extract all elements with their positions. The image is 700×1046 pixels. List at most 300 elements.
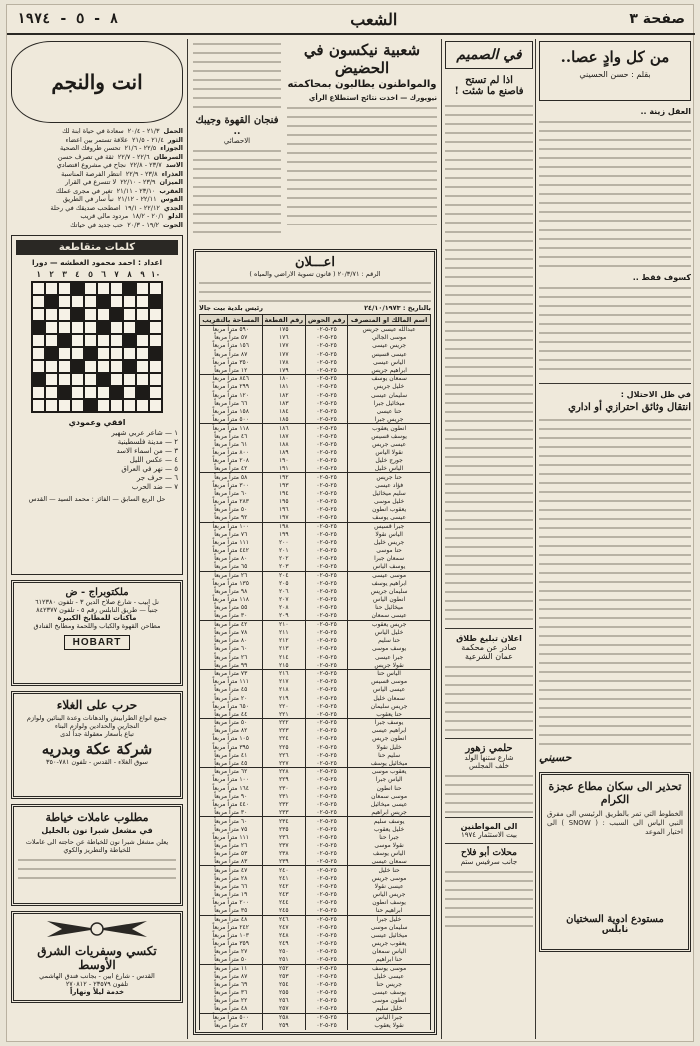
- table-cell: ٢٠٨ متراً مربعاً: [200, 457, 263, 465]
- section-heading: كسوف فقط ..: [632, 273, 691, 282]
- crossword-cell[interactable]: [71, 321, 84, 334]
- crossword-cell[interactable]: [149, 282, 162, 295]
- table-cell: ١٠٣ متراً مربعاً: [200, 931, 263, 939]
- table-cell: ٢٥-٥-٠٢: [305, 1005, 347, 1013]
- crossword-black-cell: [84, 347, 97, 360]
- table-cell: يوسف سليم: [348, 817, 431, 825]
- body-text: [193, 41, 281, 111]
- table-cell: ١٨٤: [262, 407, 305, 415]
- table-cell: ٢٥-٥-٠٢: [305, 457, 347, 465]
- crossword-cell[interactable]: [149, 334, 162, 347]
- table-cell: ٤٥ متراً مربعاً: [200, 686, 263, 694]
- table-cell: ٢٥-٥-٠٢: [305, 555, 347, 563]
- table-row: [200, 858, 431, 866]
- crossword-cell[interactable]: [32, 308, 45, 321]
- table-cell: ٥٠٠ متراً مربعاً: [200, 416, 263, 424]
- crossword-cell[interactable]: [71, 295, 84, 308]
- crossword-cell[interactable]: [110, 321, 123, 334]
- table-cell: ٦٦ متراً مربعاً: [200, 882, 263, 890]
- table-row: [200, 931, 431, 939]
- ad-taxi: [11, 911, 183, 1003]
- table-cell: ٢٥-٥-٠٢: [305, 776, 347, 784]
- crossword-cell[interactable]: [149, 386, 162, 399]
- table-cell: خليل يعقوب: [348, 825, 431, 833]
- crossword-cell[interactable]: [123, 295, 136, 308]
- table-cell: يوسف موسى: [348, 645, 431, 653]
- crossword-title: كلمات متقاطعة: [16, 240, 178, 255]
- body-text: [445, 664, 533, 734]
- crossword-cell[interactable]: [58, 347, 71, 360]
- table-cell: ٢٣٨: [262, 850, 305, 858]
- crossword-cell[interactable]: [58, 282, 71, 295]
- table-cell: جبرا قسيس: [348, 522, 431, 530]
- table-cell: ٢٥-٥-٠٢: [305, 1021, 347, 1029]
- crossword-cell[interactable]: [136, 360, 149, 373]
- sign-name: الميزان: [159, 178, 183, 186]
- ad-hobart-line: ماكنات للمطابخ الكبيرة: [57, 614, 137, 622]
- body-text: [539, 119, 691, 269]
- crossword-cell[interactable]: [123, 347, 136, 360]
- table-cell: ٢٤٠: [262, 866, 305, 874]
- table-cell: ٢٢٢: [262, 719, 305, 727]
- crossword-cell[interactable]: [110, 399, 123, 412]
- table-cell: عيسى خليل: [348, 972, 431, 980]
- crossword-cell[interactable]: [136, 399, 149, 412]
- table-cell: موسى سمعان: [348, 792, 431, 800]
- sign-name: السرطان: [153, 152, 183, 161]
- table-cell: ٢٥-٥-٠٢: [305, 645, 347, 653]
- table-row: [200, 989, 431, 997]
- table-cell: ٢٠٥: [262, 579, 305, 587]
- crossword-byline: اعداد : احمد محمود الغطشه — دورا: [31, 258, 163, 267]
- horoscope-item: [11, 204, 183, 213]
- crossword-cell[interactable]: [45, 373, 58, 386]
- table-cell: ٢٥٣: [262, 972, 305, 980]
- divider: [445, 738, 533, 739]
- table-header-row: [200, 315, 431, 326]
- table-cell: ٢٥-٥-٠٢: [305, 890, 347, 898]
- table-cell: ٢٥-٥-٠٢: [305, 784, 347, 792]
- table-header: رقم القطعة: [262, 315, 305, 326]
- table-cell: ٢٥-٥-٠٢: [305, 620, 347, 628]
- table-cell: موسى يوسف: [348, 964, 431, 972]
- crossword-cell[interactable]: [84, 295, 97, 308]
- crossword-cell[interactable]: [136, 282, 149, 295]
- table-cell: ٢٠٩: [262, 612, 305, 620]
- table-row: [200, 972, 431, 980]
- table-cell: ٢٥٢: [262, 964, 305, 972]
- table-cell: ٢٥-٥-٠٢: [305, 923, 347, 931]
- table-cell: الياس سمعان: [348, 948, 431, 956]
- crossword-cell[interactable]: [123, 308, 136, 321]
- table-cell: سمعان يوسف: [348, 375, 431, 383]
- table-cell: ٢١٤: [262, 653, 305, 661]
- crossword-cell[interactable]: [136, 373, 149, 386]
- table-cell: ٢٥-٥-٠٢: [305, 588, 347, 596]
- crossword-cell[interactable]: [149, 360, 162, 373]
- table-cell: ٢٥-٥-٠٢: [305, 948, 347, 956]
- crossword-cell[interactable]: [45, 399, 58, 412]
- headline: اذا لم تستح: [465, 75, 513, 86]
- crossword-cell[interactable]: [71, 399, 84, 412]
- table-cell: ٢٥-٥-٠٢: [305, 612, 347, 620]
- table-cell: ١٨٧: [262, 432, 305, 440]
- table-cell: ٢٣٢: [262, 800, 305, 808]
- table-row: [200, 530, 431, 538]
- ad-warning-title: تحذير الى سكان مطاع عجزة الكرام: [548, 780, 682, 806]
- table-cell: حنا جريس: [348, 473, 431, 481]
- table-cell: جريس ابراهيم: [348, 809, 431, 817]
- crossword-cell[interactable]: [97, 282, 110, 295]
- ad-prices-text: جميع انواع الطرابيش والدهانات وعدة البنائين ولوازم النجارين والحدادين ولوازم البناء: [26, 714, 168, 730]
- crossword-cell[interactable]: [58, 373, 71, 386]
- table-cell: ٧٨ متراً مربعاً: [200, 628, 263, 636]
- table-cell: خليل جريس: [348, 383, 431, 391]
- crossword-cell[interactable]: [84, 360, 97, 373]
- table-cell: ٢١٣: [262, 645, 305, 653]
- table-cell: ٢٥-٥-٠٢: [305, 326, 347, 334]
- crossword-cell[interactable]: [97, 399, 110, 412]
- crossword-cell[interactable]: [45, 321, 58, 334]
- table-row: [200, 997, 431, 1005]
- table-cell: ١٩١: [262, 465, 305, 473]
- table-cell: ٦٥ متراً مربعاً: [200, 563, 263, 571]
- table-cell: ٦٦ متراً مربعاً: [200, 399, 263, 407]
- crossword-cell[interactable]: [84, 308, 97, 321]
- crossword-black-cell: [123, 282, 136, 295]
- sign-dates: ٢٢/١٢ - ١٩/١: [124, 203, 160, 212]
- table-cell: ابراهيم حنا: [348, 907, 431, 915]
- crossword-cell[interactable]: [84, 334, 97, 347]
- horoscope-item: [11, 144, 183, 153]
- crossword-cell[interactable]: [123, 386, 136, 399]
- table-cell: ٤٤ متراً مربعاً: [200, 710, 263, 718]
- table-cell: ١٧٦: [262, 334, 305, 342]
- crossword-cell[interactable]: [123, 399, 136, 412]
- crossword-cell[interactable]: [123, 321, 136, 334]
- table-cell: ٢٥-٥-٠٢: [305, 874, 347, 882]
- table-cell: موسى الجالي: [348, 334, 431, 342]
- crossword-cell[interactable]: [58, 360, 71, 373]
- table-cell: ٢٥-٥-٠٢: [305, 571, 347, 579]
- table-row: [200, 727, 431, 735]
- crossword-cell[interactable]: [97, 347, 110, 360]
- table-cell: ميخائيل عيسى: [348, 931, 431, 939]
- horoscope-item: [11, 178, 183, 187]
- table-cell: عيسى الياس: [348, 686, 431, 694]
- sub-headline: انتقال وثائق احترازي أو اداري: [568, 402, 691, 413]
- crossword-clue: ٦ — حرف جر: [136, 474, 178, 482]
- sign-text: تحسن ظروفك الصحية: [60, 144, 121, 152]
- table-row: [200, 669, 431, 677]
- table-cell: سمعان جبرا: [348, 555, 431, 563]
- newspaper-page: [6, 4, 694, 1042]
- table-cell: انطون موسى: [348, 997, 431, 1005]
- ad-line: الى المواطنين: [460, 822, 518, 831]
- sign-dates: ٢٢/١١ - ٢١/١٢: [117, 195, 157, 203]
- sign-name: الحمل: [163, 127, 183, 135]
- table-cell: ٥٠ متراً مربعاً: [200, 719, 263, 727]
- table-row: [200, 432, 431, 440]
- table-row: [200, 563, 431, 571]
- table-cell: ٢٣٠: [262, 784, 305, 792]
- table-cell: ٤١ متراً مربعاً: [200, 751, 263, 759]
- table-cell: سليم حنا: [348, 751, 431, 759]
- table-row: [200, 457, 431, 465]
- body-text: [539, 285, 691, 377]
- table-cell: ٧٥ متراً مربعاً: [200, 825, 263, 833]
- table-row: [200, 588, 431, 596]
- table-row: [200, 686, 431, 694]
- notice-signature: [199, 304, 431, 312]
- crossword-cell[interactable]: [149, 373, 162, 386]
- table-cell: حنا سليم: [348, 637, 431, 645]
- table-cell: خليل نقولا: [348, 743, 431, 751]
- crossword-cell[interactable]: [84, 386, 97, 399]
- table-cell: ٢٤٢: [262, 882, 305, 890]
- table-cell: سليمان عيسى: [348, 391, 431, 399]
- table-cell: نقولا الياس: [348, 448, 431, 456]
- horoscope-item: [11, 212, 183, 221]
- crossword-cell[interactable]: [58, 399, 71, 412]
- crossword-cell[interactable]: [32, 282, 45, 295]
- table-cell: ٢٥-٥-٠٢: [305, 637, 347, 645]
- table-cell: حنا انطون: [348, 784, 431, 792]
- crossword-cell[interactable]: [97, 334, 110, 347]
- table-row: [200, 1021, 431, 1029]
- crossword-black-cell: [58, 334, 71, 347]
- table-cell: ٤٤٢ متراً مربعاً: [200, 547, 263, 555]
- crossword-clue: ٧ — ضد الحرب: [131, 483, 178, 491]
- table-cell: ٢٠٨: [262, 604, 305, 612]
- ad-florist-line: شارع ستنها الولد: [464, 754, 514, 762]
- crossword-cell[interactable]: [84, 282, 97, 295]
- table-cell: عيسى سمعان: [348, 612, 431, 620]
- notice-line: صادر عن محكمة: [461, 643, 517, 652]
- table-row: [200, 465, 431, 473]
- crossword-cell[interactable]: [32, 295, 45, 308]
- crossword-cell[interactable]: [136, 308, 149, 321]
- table-cell: ١٩٣: [262, 481, 305, 489]
- horoscope-banner: [11, 41, 183, 123]
- crossword-number: ٤: [75, 270, 80, 279]
- table-cell: ٢٥-٥-٠٢: [305, 342, 347, 350]
- table-row: [200, 719, 431, 727]
- table-row: [200, 375, 431, 383]
- crossword-cell[interactable]: [97, 308, 110, 321]
- ad-prices-title: حرب على الغلاء: [56, 698, 138, 712]
- notice-subtitle: الرقم : ٢٠/٣/٧١ ( قانون تسوية الاراضي والمياه ): [249, 270, 381, 278]
- crossword-cell[interactable]: [32, 347, 45, 360]
- table-row: [200, 710, 431, 718]
- crossword-cell[interactable]: [58, 308, 71, 321]
- table-cell: انطون يعقوب: [348, 424, 431, 432]
- table-cell: ١٩ متراً مربعاً: [200, 890, 263, 898]
- table-cell: ٧٣ متراً مربعاً: [200, 669, 263, 677]
- table-cell: ٢٥-٥-٠٢: [305, 383, 347, 391]
- crossword-cell[interactable]: [32, 360, 45, 373]
- crossword-cell[interactable]: [149, 321, 162, 334]
- sign-dates: ٢١/٣ - ٢٠/٤: [127, 127, 160, 135]
- crossword-cell[interactable]: [123, 373, 136, 386]
- table-cell: ٢٥-٥-٠٢: [305, 407, 347, 415]
- crossword-cell[interactable]: [71, 373, 84, 386]
- table-cell: ٢٥-٥-٠٢: [305, 694, 347, 702]
- crossword-cell[interactable]: [136, 295, 149, 308]
- table-cell: ٢٥-٥-٠٢: [305, 350, 347, 358]
- table-cell: ٢٥-٥-٠٢: [305, 489, 347, 497]
- sign-text: اصطحب صديقك في رحلة: [50, 203, 121, 212]
- sign-text: لا تتسرع في القرار: [65, 178, 117, 186]
- crossword-black-cell: [123, 360, 136, 373]
- table-cell: ٢٤٢ متراً مربعاً: [200, 923, 263, 931]
- crossword-cell[interactable]: [58, 295, 71, 308]
- page-number: صفحة ٣: [629, 11, 685, 27]
- crossword-black-cell: [136, 321, 149, 334]
- table-cell: ٢١٢: [262, 637, 305, 645]
- crossword-cell[interactable]: [45, 360, 58, 373]
- table-cell: ٢٥-٥-٠٢: [305, 375, 347, 383]
- crossword-cell[interactable]: [110, 334, 123, 347]
- crossword-black-cell: [32, 321, 45, 334]
- ad-tailors: [11, 804, 183, 906]
- table-cell: ٢٥-٥-٠٢: [305, 678, 347, 686]
- column-right: [539, 41, 691, 1037]
- table-cell: ٨٣ متراً مربعاً: [200, 858, 263, 866]
- table-cell: ٢٥-٥-٠٢: [305, 800, 347, 808]
- table-cell: ٢٥-٥-٠٢: [305, 596, 347, 604]
- table-cell: ٢٥-٥-٠٢: [305, 391, 347, 399]
- horoscope-title: انت والنجم: [51, 70, 143, 94]
- issue-date: ٨ - ٥ - ١٩٧٤: [17, 11, 119, 27]
- crossword-cell[interactable]: [45, 334, 58, 347]
- section-heading: العقل زينة ..: [640, 107, 691, 116]
- table-cell: ٢٠٠: [262, 538, 305, 546]
- table-cell: ميخائيل يوسف: [348, 759, 431, 767]
- table-cell: ٢١٨: [262, 686, 305, 694]
- table-cell: ٢٥٤: [262, 981, 305, 989]
- table-row: [200, 890, 431, 898]
- table-cell: ٣٥٠ متراً مربعاً: [200, 358, 263, 366]
- ad-prices-sub: تباع بأسعار معقولة جداً لدى: [60, 730, 134, 738]
- table-cell: ١٨٠: [262, 375, 305, 383]
- table-row: [200, 653, 431, 661]
- table-cell: ٢٣٩: [262, 858, 305, 866]
- table-cell: جبرا حنا: [348, 833, 431, 841]
- crossword-cell[interactable]: [84, 373, 97, 386]
- table-cell: ٢٤٥: [262, 907, 305, 915]
- signature: حسيني: [539, 751, 572, 764]
- crossword-cell[interactable]: [32, 386, 45, 399]
- table-cell: ١٠٠ متراً مربعاً: [200, 522, 263, 530]
- table-cell: ٢٥-٥-٠٢: [305, 809, 347, 817]
- table-row: [200, 489, 431, 497]
- table-cell: ٢٥-٥-٠٢: [305, 579, 347, 587]
- crossword-cell[interactable]: [71, 347, 84, 360]
- crossword-cell[interactable]: [110, 282, 123, 295]
- table-cell: ٢٣١: [262, 792, 305, 800]
- table-cell: عيسى نقولا: [348, 882, 431, 890]
- crossword-cell[interactable]: [32, 399, 45, 412]
- table-cell: ٢٥٨: [262, 1013, 305, 1021]
- crossword-cell[interactable]: [58, 321, 71, 334]
- table-cell: ١٨٨: [262, 440, 305, 448]
- notice-body: [199, 280, 431, 302]
- crossword-cell[interactable]: [110, 347, 123, 360]
- crossword-cell[interactable]: [32, 334, 45, 347]
- ad-warning-signature: مستودع ادوية السختيان: [566, 914, 664, 925]
- table-cell: ٢٥-٥-٠٢: [305, 727, 347, 735]
- crossword-cell[interactable]: [45, 386, 58, 399]
- table-cell: نقولا موسى: [348, 841, 431, 849]
- crossword-cell[interactable]: [149, 308, 162, 321]
- crossword-cell[interactable]: [45, 308, 58, 321]
- table-cell: ١٢٠ متراً مربعاً: [200, 391, 263, 399]
- table-cell: ٢٠٦: [262, 588, 305, 596]
- table-row: [200, 678, 431, 686]
- table-cell: ١٧٩: [262, 366, 305, 374]
- crossword-cell[interactable]: [84, 321, 97, 334]
- crossword-cell[interactable]: [45, 282, 58, 295]
- table-cell: ٣٩٥ متراً مربعاً: [200, 743, 263, 751]
- divider: [445, 628, 533, 629]
- table-cell: ٢٥-٥-٠٢: [305, 628, 347, 636]
- table-row: [200, 334, 431, 342]
- crossword-cell[interactable]: [110, 373, 123, 386]
- body-text: [445, 869, 533, 929]
- crossword-cell[interactable]: [136, 334, 149, 347]
- crossword-cell[interactable]: [71, 386, 84, 399]
- table-cell: ٢٢٤: [262, 735, 305, 743]
- table-cell: ٦٢ متراً مربعاً: [200, 768, 263, 776]
- table-cell: ١٩٢: [262, 473, 305, 481]
- crossword-cell[interactable]: [110, 360, 123, 373]
- table-cell: الياس عيسى: [348, 358, 431, 366]
- table-row: [200, 645, 431, 653]
- crossword-cell[interactable]: [110, 295, 123, 308]
- crossword-cell[interactable]: [71, 334, 84, 347]
- sign-dates: ٢٣/٨ - ٢٢/٩: [125, 169, 158, 178]
- crossword-cell[interactable]: [97, 360, 110, 373]
- body-text: [539, 417, 691, 747]
- table-row: [200, 448, 431, 456]
- crossword-grid: [31, 281, 163, 413]
- lead-story: [287, 41, 437, 225]
- table-cell: ٨٠ متراً مربعاً: [200, 637, 263, 645]
- notice-line: عمان الشرعية: [465, 652, 513, 661]
- body-text: [445, 103, 533, 623]
- ad-tailors-sub: في مشغل شبرا نون بالخليل: [41, 826, 153, 835]
- table-cell: ٢١٧: [262, 678, 305, 686]
- table-cell: سليم ميخائيل: [348, 489, 431, 497]
- crossword-cell[interactable]: [97, 386, 110, 399]
- crossword-black-cell: [97, 321, 110, 334]
- table-row: [200, 342, 431, 350]
- table-row: [200, 850, 431, 858]
- public-notice: [193, 249, 437, 1035]
- table-cell: ١٨٣: [262, 399, 305, 407]
- table-cell: ١٨٢: [262, 391, 305, 399]
- table-cell: ٢٥-٥-٠٢: [305, 358, 347, 366]
- sign-name: الاسد: [165, 161, 183, 169]
- sign-name: العذراء: [161, 169, 183, 178]
- table-cell: ٢٥-٥-٠٢: [305, 825, 347, 833]
- crossword-cell[interactable]: [149, 399, 162, 412]
- table-cell: جريس يعقوب: [348, 620, 431, 628]
- crossword-number: ٢: [49, 270, 54, 279]
- table-cell: ٢٥-٥-٠٢: [305, 751, 347, 759]
- crossword-cell[interactable]: [136, 347, 149, 360]
